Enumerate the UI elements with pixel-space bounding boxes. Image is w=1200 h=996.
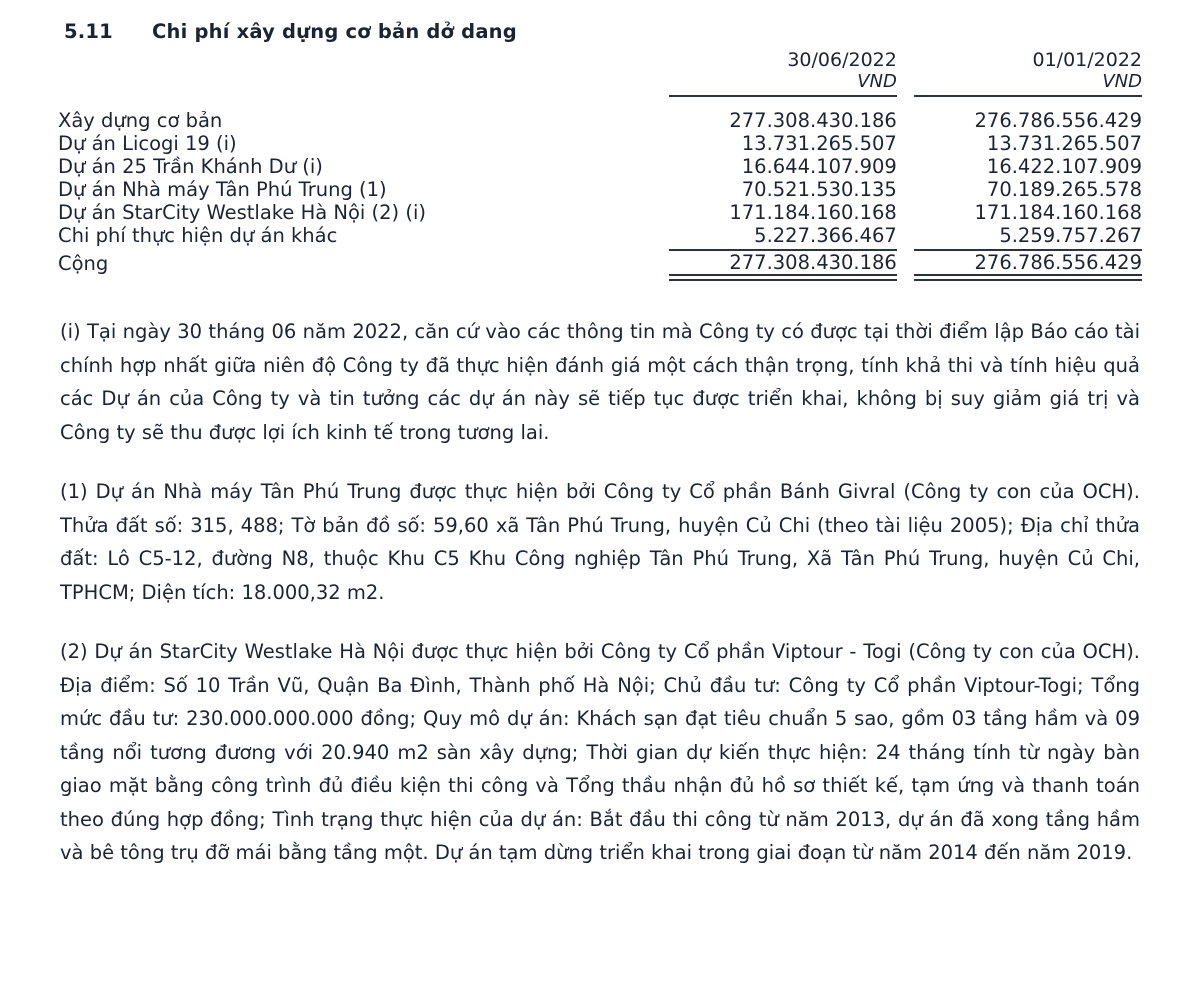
table-header-dates bbox=[58, 49, 1142, 71]
column-header-currency-1: VND bbox=[857, 71, 897, 92]
table-row bbox=[58, 224, 1142, 247]
row-label: Dự án StarCity Westlake Hà Nội (2) (i) bbox=[58, 201, 426, 224]
row-value-previous: 5.259.757.267 bbox=[999, 224, 1142, 247]
table-row bbox=[58, 178, 1142, 201]
table-row bbox=[58, 155, 1142, 178]
note-number: 5.11 bbox=[64, 20, 113, 43]
row-value-previous: 13.731.265.507 bbox=[986, 132, 1142, 155]
row-label: Dự án Licogi 19 (i) bbox=[58, 132, 237, 155]
footnote-2: (2) Dự án StarCity Westlake Hà Nội được thực hiện bởi Công ty Cổ phần Viptour - Togi (Công ty con của OCH). Địa điểm: Số 10 Trần Vũ, Quận Ba Đình, Thành phố Hà Nội; Chủ đầu tư: Công ty Cổ phần Viptour-Togi; Tổng mức đầu tư: 230.000.000.000 đồng; Quy mô dự án: Khách sạn đạt tiêu chuẩn 5 sao, gồm 03 tầng hầm và 09 tầng nổi tương đương với 20.940 m2 sàn xây dựng; Thời gian dự kiến thực hiện: 24 tháng tính từ ngày bàn giao mặt bằng công trình đủ điều kiện thi công và Tổng thầu nhận đủ hồ sơ thiết kế, tạm ứng và thanh toán theo đúng hợp đồng; Tình trạng thực hiện của dự án: Bắt đầu thi công từ năm 2013, dự án đã xong tầng hầm và bê tông trụ đỡ mái bằng tầng một. Dự án tạm dừng triển khai trong giai đoạn từ năm 2014 đến năm 2019. bbox=[60, 640, 1140, 865]
table-total-row bbox=[58, 250, 1142, 275]
row-label: Dự án 25 Trần Khánh Dư (i) bbox=[58, 155, 323, 178]
header-spacer bbox=[58, 96, 1142, 109]
row-value-previous: 276.786.556.429 bbox=[974, 109, 1142, 132]
table-row bbox=[58, 132, 1142, 155]
row-value-current: 13.731.265.507 bbox=[741, 132, 897, 155]
row-value-current: 5.227.366.467 bbox=[754, 224, 897, 247]
row-value-current: 70.521.530.135 bbox=[741, 178, 897, 201]
row-value-previous: 171.184.160.168 bbox=[974, 201, 1142, 224]
construction-in-progress-table bbox=[58, 49, 1142, 281]
note-heading bbox=[64, 20, 1142, 43]
total-value-previous: 276.786.556.429 bbox=[974, 251, 1142, 274]
table-row bbox=[58, 109, 1142, 132]
row-label: Xây dựng cơ bản bbox=[58, 109, 223, 132]
row-value-current: 171.184.160.168 bbox=[729, 201, 897, 224]
column-header-date-2: 01/01/2022 bbox=[1032, 49, 1142, 71]
column-header-currency-2: VND bbox=[1102, 71, 1142, 92]
row-label: Dự án Nhà máy Tân Phú Trung (1) bbox=[58, 178, 387, 201]
row-value-previous: 70.189.265.578 bbox=[986, 178, 1142, 201]
column-header-date-1: 30/06/2022 bbox=[787, 49, 897, 71]
table-header-currency bbox=[58, 71, 1142, 92]
total-label: Cộng bbox=[58, 252, 109, 275]
total-value-current: 277.308.430.186 bbox=[729, 251, 897, 274]
row-value-current: 277.308.430.186 bbox=[729, 109, 897, 132]
row-value-previous: 16.422.107.909 bbox=[986, 155, 1142, 178]
row-value-current: 16.644.107.909 bbox=[741, 155, 897, 178]
total-double-rule bbox=[58, 275, 1142, 280]
note-title: Chi phí xây dựng cơ bản dở dang bbox=[152, 20, 517, 43]
footnote-i: (i) Tại ngày 30 tháng 06 năm 2022, căn cứ vào các thông tin mà Công ty có được tại thời điểm lập Báo cáo tài chính hợp nhất giữa niên độ Công ty đã thực hiện đánh giá một cách thận trọng, tính khả thi và tính hiệu quả các Dự án của Công ty và tin tưởng các dự án này sẽ tiếp tục được triển khai, không bị suy giảm giá trị và Công ty sẽ thu được lợi ích kinh tế trong tương lai. bbox=[60, 320, 1140, 444]
table-row bbox=[58, 201, 1142, 224]
footnote-1: (1) Dự án Nhà máy Tân Phú Trung được thực hiện bởi Công ty Cổ phần Bánh Givral (Công ty con của OCH). Thửa đất số: 315, 488; Tờ bản đồ số: 59,60 xã Tân Phú Trung, huyện Củ Chi (theo tài liệu 2005); Địa chỉ thửa đất: Lô C5-12, đường N8, thuộc Khu C5 Khu Công nghiệp Tân Phú Trung, Xã Tân Phú Trung, huyện Củ Chi, TPHCM; Diện tích: 18.000,32 m2. bbox=[60, 480, 1140, 604]
row-label: Chi phí thực hiện dự án khác bbox=[58, 224, 338, 247]
